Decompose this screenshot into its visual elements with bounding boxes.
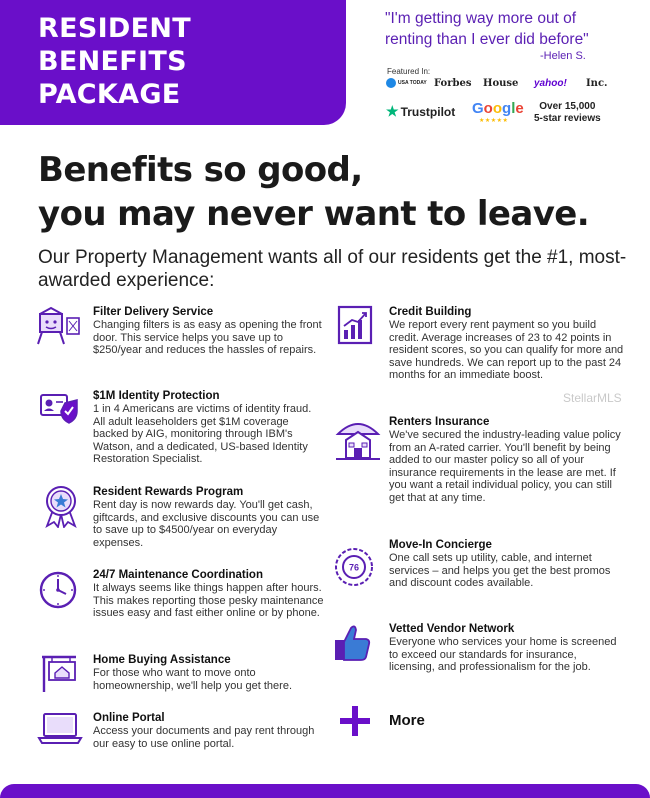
benefit-renters-insurance	[389, 415, 625, 505]
benefit-title: Credit Building	[389, 306, 472, 318]
filter-box-icon	[34, 306, 84, 350]
benefit-credit-building	[389, 305, 625, 382]
star-icon: ★	[386, 103, 399, 119]
forbes-logo: Forbes	[434, 78, 472, 89]
benefit-description: Rent day is now rewards day. You'll get cash, giftcards, and exclusive discounts you can use to save up to $4500/year on everyday expenses.	[93, 499, 320, 549]
yahoo-logo: yahoo!	[534, 78, 567, 89]
benefit-title: Resident Rewards Program	[93, 486, 244, 498]
usa-today-logo: USA TODAY	[386, 78, 414, 89]
benefit-title: Vetted Vendor Network	[389, 623, 515, 635]
headline	[38, 148, 589, 236]
benefit-description: For those who want to move onto homeownership, we'll help you get there.	[93, 667, 292, 692]
press-logos	[386, 78, 616, 94]
benefit-description: 1 in 4 Americans are victims of identity fraud. All adult leaseholders get $1M coverage backed by AIG, monitoring through IBM's Watson, and a dedicated, US-based Identity Restoration Specialist.	[93, 403, 312, 466]
thumbs-up-icon	[333, 622, 373, 664]
benefit-resident-rewards	[93, 485, 325, 549]
benefit-description: Changing filters is as easy as opening the front door. This service helps you save up to $250/year and reduces the hassles of repairs.	[93, 319, 322, 357]
benefit-maintenance	[93, 568, 325, 620]
benefit-move-in-concierge	[389, 538, 625, 590]
id-shield-icon	[39, 391, 81, 425]
title-line-3: PACKAGE	[38, 79, 181, 110]
benefit-vetted-vendor	[389, 622, 625, 674]
page-title	[38, 12, 191, 111]
benefit-description: It always seems like things happen after hours. This makes reporting those pesky maintenance issues easy and fast either online or by phone.	[93, 582, 324, 620]
footer-bar	[0, 784, 650, 798]
inc-logo: Inc.	[586, 78, 608, 89]
watermark: StellarMLS	[563, 391, 622, 405]
benefit-description: One call sets up utility, cable, and internet services – and helps you get the best promos and discount codes available.	[389, 552, 611, 590]
trustpilot-logo: ★ Trustpilot	[386, 103, 456, 119]
bar-chart-icon	[336, 304, 374, 346]
benefit-title: $1M Identity Protection	[93, 390, 220, 402]
testimonial-author: -Helen S.	[540, 50, 586, 62]
benefit-title: Renters Insurance	[389, 416, 490, 428]
concierge-badge-text: 76	[348, 562, 360, 573]
review-badges	[386, 101, 626, 129]
more-link[interactable]: More	[389, 712, 425, 729]
google-logo: Google	[472, 100, 524, 117]
intro-text: Our Property Management wants all of our residents get the #1, most-awarded experience:	[38, 247, 627, 291]
google-stars: ★★★★★	[479, 118, 509, 124]
review-count: Over 15,000 5-star reviews	[534, 101, 601, 124]
headline-line-1: Benefits so good,	[38, 150, 363, 190]
house-logo: House	[483, 78, 519, 89]
clock-icon	[38, 570, 78, 610]
benefit-description: We report every rent payment so you build credit. Average increases of 23 to 42 points in resident scores, so you can qualify for more and save hundreds. We can report up to the past 24 months for an immediate boost.	[389, 319, 624, 382]
benefit-online-portal	[93, 711, 325, 750]
benefit-title: 24/7 Maintenance Coordination	[93, 569, 263, 581]
award-ribbon-icon	[41, 484, 81, 528]
featured-label: Featured In:	[387, 67, 431, 76]
benefit-description: We've secured the industry-leading value policy from an A-rated carrier. You'll benefit by being added to our master policy so all of your insurance requirements in the lease are met. If you want a retail individual policy, you can still get that at any time.	[389, 429, 621, 504]
title-line-1: RESIDENT	[38, 13, 191, 44]
benefit-title: Online Portal	[93, 712, 165, 724]
title-line-2: BENEFITS	[38, 46, 187, 77]
laptop-icon	[36, 710, 84, 746]
plus-icon[interactable]	[338, 704, 372, 738]
benefit-title: Move-In Concierge	[389, 539, 492, 551]
headline-line-2: you may never want to leave.	[38, 194, 590, 234]
house-umbrella-icon	[334, 416, 382, 462]
concierge-dial-icon	[332, 545, 376, 589]
benefit-home-buying	[93, 653, 325, 692]
house-sign-icon	[40, 653, 80, 693]
benefit-description: Access your documents and pay rent through our easy to use online portal.	[93, 725, 315, 750]
benefit-title: Home Buying Assistance	[93, 654, 231, 666]
benefit-description: Everyone who services your home is screened to exceed our standards for insurance, licensing, and professionalism for the job.	[389, 636, 617, 674]
benefit-identity-protection	[93, 389, 325, 466]
benefit-filter-delivery	[93, 305, 325, 357]
benefit-title: Filter Delivery Service	[93, 306, 214, 318]
testimonial-quote: "I'm getting way more out of renting than I ever did before"	[385, 10, 589, 48]
header-banner	[0, 0, 346, 125]
